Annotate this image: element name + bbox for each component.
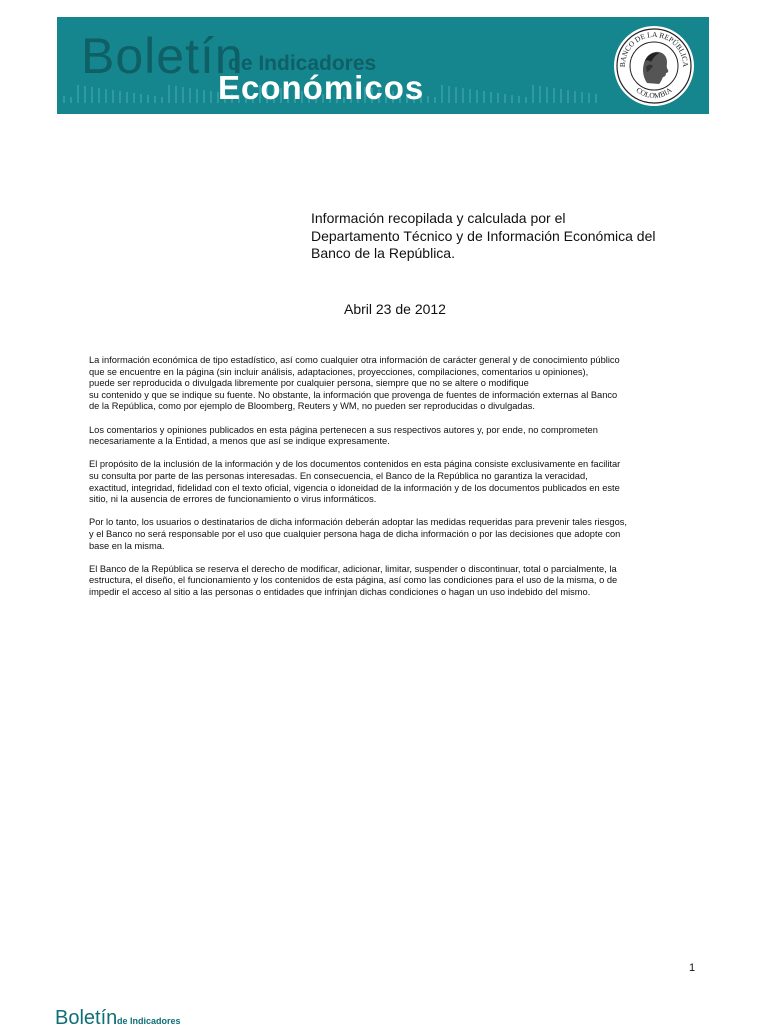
page-number: 1 xyxy=(689,962,696,974)
disclaimer-paragraph xyxy=(89,564,679,599)
bank-seal-logo xyxy=(613,25,695,107)
source-line: Información recopilada y calculada por el xyxy=(311,210,566,226)
disclaimer-paragraph xyxy=(89,355,679,413)
text-line: que se encuentre en la página (sin incluir análisis, adaptaciones, proyecciones, compilaciones, comentarios u opiniones), xyxy=(89,366,589,377)
banner-title-de-indicadores: de Indicadores xyxy=(228,52,377,75)
text-line: El Banco de la República se reserva el derecho de modificar, adicionar, limitar, suspender o discontinuar, total o parcialmente, la xyxy=(89,563,617,574)
source-line: Banco de la República. xyxy=(311,245,455,261)
text-line: base en la misma. xyxy=(89,540,165,551)
source-line: Departamento Técnico y de Información Económica del xyxy=(311,227,656,244)
text-line: sitio, ni la ausencia de errores de funcionamiento o virus informáticos. xyxy=(89,494,377,505)
text-line: de la República, como por ejemplo de Bloomberg, Reuters y WM, no pueden ser reproducidas o divulgadas. xyxy=(89,401,535,412)
text-line: necesariamente a la Entidad, a menos que así se indique expresamente. xyxy=(89,436,390,447)
disclaimer-paragraph xyxy=(89,517,679,552)
text-line: La información económica de tipo estadístico, así como cualquier otra información de carácter general y de conocimiento público xyxy=(89,355,620,365)
text-line: y el Banco no será responsable por el uso que cualquier persona haga de dicha información o por las decisiones que adopte con xyxy=(89,528,621,539)
publication-date: Abril 23 de 2012 xyxy=(344,301,446,317)
text-line: El propósito de la inclusión de la información y de los documentos contenidos en esta página consiste exclusivamente en facilitar xyxy=(89,459,621,470)
text-line: estructura, el diseño, el funcionamiento y los contenidos de esta página, así como las condiciones para el uso de la misma, o de xyxy=(89,575,618,586)
text-line: su consulta por parte de las personas interesadas. En consecuencia, el Banco de la República no garantiza la veracidad, xyxy=(89,470,588,481)
text-line: Por lo tanto, los usuarios o destinatarios de dicha información deberán adoptar las medidas requeridas para prevenir tales riesgos, xyxy=(89,517,627,528)
disclaimer-text xyxy=(89,355,679,610)
text-line: su contenido y que se indique su fuente. No obstante, la información que provenga de fuentes de información externas al Banco xyxy=(89,389,618,400)
text-line: Los comentarios y opiniones publicados en esta página pertenecen a sus respectivos autores y, por ende, no comprometen xyxy=(89,424,598,435)
text-line: puede ser reproducida o divulgada libremente por cualquier persona, siempre que no se altere o modifique xyxy=(89,378,529,389)
banner-title-economicos: Económicos xyxy=(218,69,425,106)
banner-title-boletin: Boletín xyxy=(81,28,244,84)
disclaimer-paragraph xyxy=(89,459,679,505)
svg-text:BANCO DE LA REPÚBLICA: BANCO DE LA REPÚBLICA xyxy=(617,29,691,68)
footer-logo xyxy=(55,1007,205,1024)
svg-text:COLOMBIA: COLOMBIA xyxy=(634,85,674,101)
footer-logo-boletin: Boletín xyxy=(55,1007,118,1024)
header-banner xyxy=(57,17,709,114)
text-line: impedir el acceso al sitio a las personas o entidades que infrinjan dichas condiciones o hagan un uso indebido del mismo. xyxy=(89,586,591,597)
source-statement xyxy=(311,210,711,263)
footer-logo-de-indicadores: de Indicadores xyxy=(117,1016,181,1024)
disclaimer-paragraph xyxy=(89,425,679,448)
text-line: exactitud, integridad, fidelidad con el texto oficial, vigencia o idoneidad de la información y de los documentos publicados en este xyxy=(89,482,620,493)
